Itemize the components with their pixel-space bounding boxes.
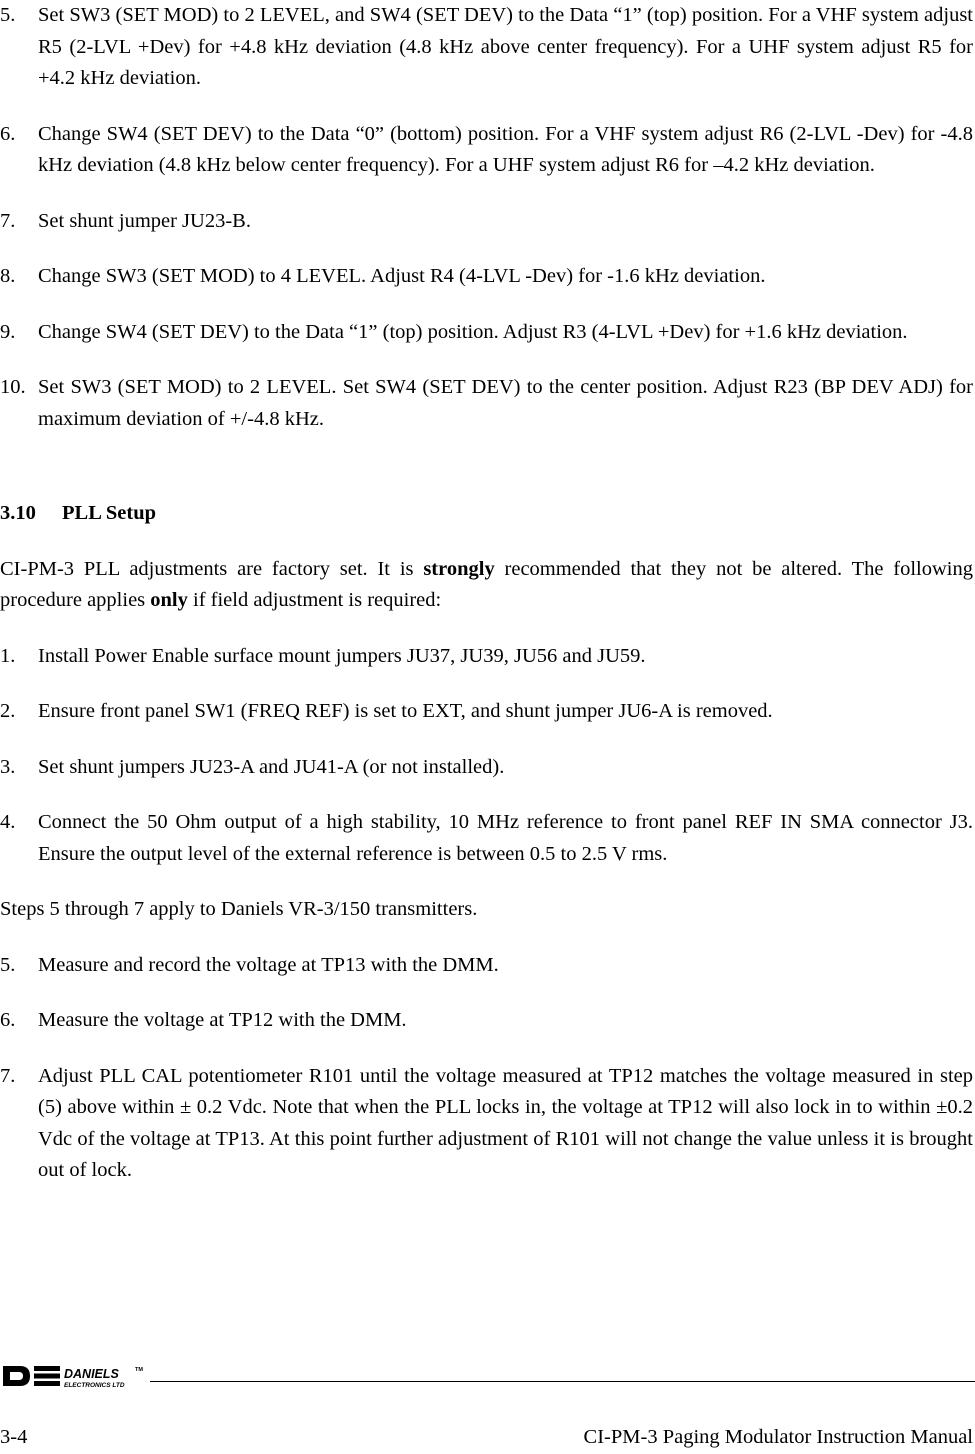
step-text: Change SW4 (SET DEV) to the Data “1” (top) position. Adjust R3 (4-LVL +Dev) for +1.6 kHz deviation. [38,320,908,343]
step-c-6 [0,1005,973,1037]
daniels-logo [2,1362,152,1390]
intro-text: recommended that they not be altered. The following procedure applies [0,557,973,611]
intro-text: if field adjustment is required: [187,589,442,611]
step-text: Measure the voltage at TP12 with the DMM. [38,1009,407,1031]
intro-paragraph [0,554,973,617]
step-b-2 [0,696,973,728]
step-number: 8. [0,265,16,287]
step-text: Measure and record the voltage at TP13 with the DMM. [38,953,499,976]
step-a-6 [0,119,973,182]
step-text: Change SW4 (SET DEV) to the Data “0” (bottom) position. For a VHF system adjust R6 (2-LVL -Dev) for -4.8 kHz deviation (4.8 kHz below center frequency). For a UHF system adjust R6 for –4.2 kHz deviation. [38,122,973,176]
logo-d-mark [3,1366,30,1386]
step-c-5 [0,950,973,982]
manual-title: CI-PM-3 Paging Modulator Instruction Manual [583,1426,973,1448]
step-text: Set SW3 (SET MOD) to 2 LEVEL, and SW4 (SET DEV) to the Data “1” (top) position. For a VHF system adjust R5 (2-LVL +Dev) for +4.8 kHz deviation (4.8 kHz above center frequency). For a UHF system adjust R5 for +4.2 kHz deviation. [38,4,973,89]
intro-text: CI-PM-3 PLL adjustments are factory set. It is [0,557,424,580]
step-text: Set shunt jumper JU23-B. [38,209,251,232]
step-a-8 [0,261,973,293]
step-b-1 [0,641,973,673]
step-text: Connect the 50 Ohm output of a high stability, 10 MHz reference to front panel REF IN SMA connector J3. Ensure the output level of the external reference is between 0.5 to 2.5 V rms. [38,811,973,865]
step-number: 9. [0,320,16,343]
step-a-9 [0,317,973,349]
logo-e-bar-mid [34,1374,60,1379]
logo-tm: TM [135,1367,143,1373]
intro-emphasis: strongly [423,557,495,580]
section-heading [0,498,975,530]
step-text: Install Power Enable surface mount jumpers JU37, JU39, JU56 and JU59. [38,644,646,667]
step-number: 6. [0,1009,16,1031]
step-number: 3. [0,755,16,778]
step-a-5 [0,0,973,95]
step-text: Set shunt jumpers JU23-A and JU41-A (or not installed). [38,755,505,778]
step-number: 5. [0,4,16,26]
step-text: Change SW3 (SET MOD) to 4 LEVEL. Adjust R4 (4-LVL -Dev) for -1.6 kHz deviation. [38,265,766,287]
step-number: 2. [0,700,16,722]
logo-name: DANIELS [64,1367,119,1381]
step-number: 7. [0,209,16,232]
step-b-4 [0,807,973,870]
step-number: 6. [0,122,16,145]
footer-rule [150,1381,975,1382]
step-a-10 [0,372,973,435]
section-number: 3.10 [0,502,36,524]
step-number: 5. [0,953,16,976]
step-b-3 [0,752,973,784]
step-a-7 [0,206,973,238]
step-text: Set SW3 (SET MOD) to 2 LEVEL. Set SW4 (SET DEV) to the center position. Adjust R23 (BP DEV ADJ) for maximum deviation of +/-4.8 kHz. [38,376,973,430]
step-number: 10. [0,376,26,398]
steps-note: Steps 5 through 7 apply to Daniels VR-3/150 transmitters. [0,898,478,920]
intro-emphasis: only [150,589,188,611]
section-title: PLL Setup [62,502,156,524]
step-number: 1. [0,644,16,667]
logo-e-bar-bottom [34,1381,60,1386]
logo-e-bar-top [34,1366,60,1371]
step-number: 4. [0,811,16,833]
step-text: Ensure front panel SW1 (FREQ REF) is set to EXT, and shunt jumper JU6-A is removed. [38,700,773,722]
logo-subtitle: ELECTRONICS LTD [64,1382,125,1389]
step-text: Adjust PLL CAL potentiometer R101 until the voltage measured at TP12 matches the voltage measured in step (5) above within ± 0.2 Vdc. Note that when the PLL locks in, the voltage at TP12 will also lock in to within ±0.2 Vdc of the voltage at TP13. At this point further adjustment of R101 will not change the value unless it is brought out of lock. [38,1064,973,1181]
step-c-7 [0,1061,973,1187]
page-number: 3-4 [0,1426,28,1448]
step-number: 7. [0,1064,16,1087]
